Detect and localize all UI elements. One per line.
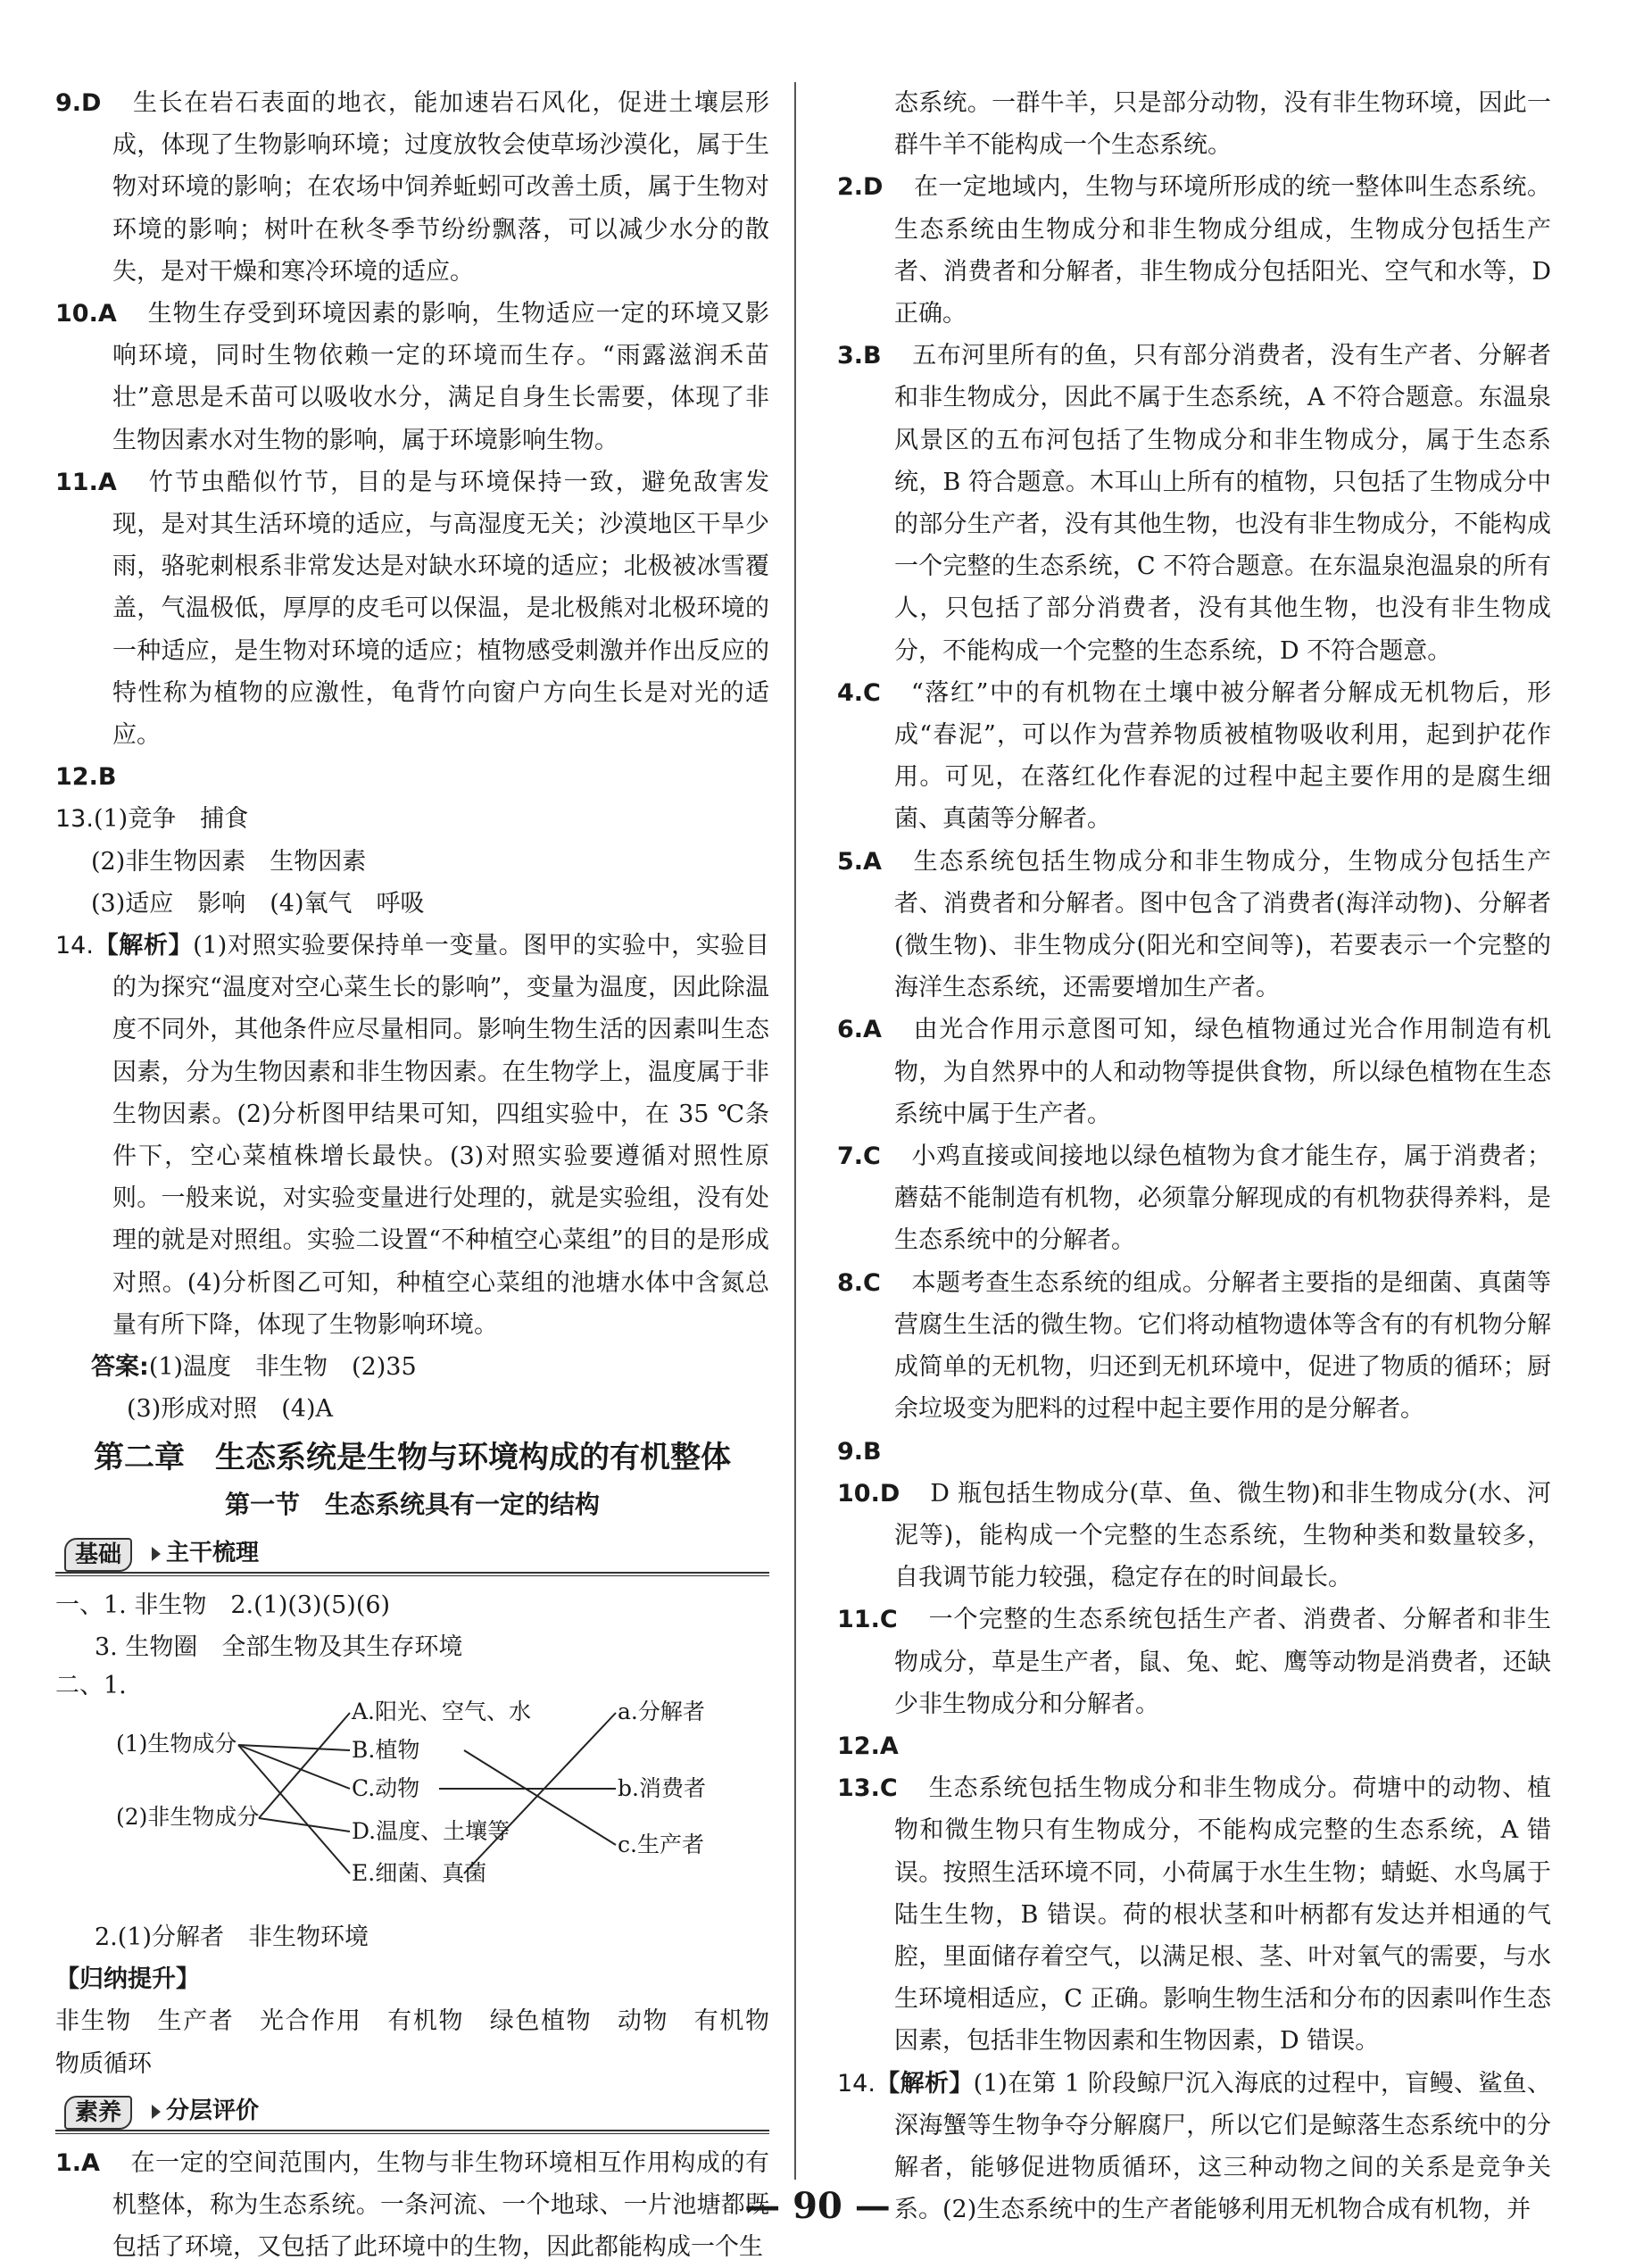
explanation-text: 生长在岩石表面的地衣，能加速岩石风化，促进土壤层形成，体现了生物影响环境；过度放牧会使草场沙漠化，属于生物对环境的影响；在农场中饲养蚯蚓可改善土质，属于生物对环境的影响；树叶在秋冬季节纷纷飘落，可以减少水分的散失，是对干燥和寒冷环境的适应。 — [112, 89, 769, 286]
answer-choice: A — [863, 847, 882, 876]
answer-label: 答案: — [91, 1353, 149, 1382]
item-number: 9. — [55, 89, 82, 117]
answer-item-6 — [837, 1009, 1551, 1135]
basics-line-2: 3. 生物圈 全部生物及其生存环境 — [95, 1632, 463, 1661]
answer-item-8 — [837, 1262, 1551, 1431]
answer-choice: A — [81, 2148, 100, 2177]
answer-item-3 — [837, 335, 1551, 672]
basics-line-3: 二、1. — [55, 1671, 127, 1699]
match-line — [238, 1745, 350, 1789]
match-line — [238, 1745, 350, 1750]
match-line — [464, 1713, 616, 1873]
diagram-left-item: (2)非生物成分 — [116, 1803, 260, 1830]
item-number: 14. — [837, 2069, 876, 2098]
analysis-tag: 【解析】 — [93, 932, 194, 960]
page-number: — 90 — — [744, 2185, 891, 2227]
answer-choice: A — [879, 1732, 899, 1760]
divider — [55, 2130, 769, 2131]
chapter-title: 第二章 生态系统是生物与环境构成的有机整体 — [94, 1439, 731, 1475]
answer-item-5 — [837, 841, 1551, 1009]
answer-line: (1)竞争 捕食 — [93, 805, 249, 834]
answer-line-2: (3)形成对照 (4)A — [127, 1395, 333, 1424]
match-line — [259, 1713, 350, 1818]
arrow-icon — [152, 2105, 161, 2119]
item-number: 3. — [837, 342, 864, 370]
item-number: 10. — [55, 300, 98, 328]
summary-label: 【归纳提升】 — [55, 1965, 200, 1994]
answer-item-14 — [55, 925, 769, 1346]
divider — [55, 2133, 769, 2134]
diagram-right-item: b.消费者 — [618, 1774, 706, 1801]
left-column — [55, 82, 793, 2268]
item-number: 8. — [837, 1268, 864, 1297]
answer-item-13 — [837, 1767, 1551, 2062]
item-number: 5. — [837, 847, 864, 876]
matching-diagram — [55, 1698, 769, 1916]
basics-line-1: 一、1. 非生物 2.(1)(3)(5)(6) — [55, 1591, 391, 1619]
explanation-text: D 瓶包括生物成分(草、鱼、微生物)和非生物成分(水、河泥等)，能构成一个完整的生态系统，生物种类和数量较多，自我调节能力较强，稳定存在的时间最长。 — [894, 1479, 1551, 1592]
answer-item-12 — [55, 756, 769, 798]
item-number: 4. — [837, 678, 864, 707]
diagram-right-item: c.生产者 — [618, 1831, 704, 1857]
banner-tag: 基础 — [64, 1538, 132, 1572]
arrow-icon — [152, 1547, 161, 1561]
column-divider — [794, 82, 796, 2180]
explanation-text: 小鸡直接或间接地以绿色植物为食才能生存，属于消费者；蘑菇不能制造有机物，必须靠分解现成的有机物获得养料，是生态系统中的分解者。 — [894, 1142, 1551, 1255]
summary-text: 非生物 生产者 光合作用 有机物 绿色植物 动物 有机物 物质循环 — [55, 2007, 793, 2078]
item-number: 11. — [55, 468, 98, 496]
explanation-text: (1)在第 1 阶段鲸尸沉入海底的过程中，盲鳗、鲨鱼、深海蟹等生物争夺分解腐尸，所以它们是鲸落生态系统中的分解者，能够促进物质循环，这三种动物之间的关系是竞争关系。(2)生态系统中的生产者能够利用无机物合成有机物，并 — [894, 2069, 1552, 2224]
explanation-text: 本题考查生态系统的组成。分解者主要指的是细菌、真菌等营腐生生活的微生物。它们将动植物遗体等含有的有机物分解成简单的无机物，归还到无机环境中，促进了物质的循环；厨余垃圾变为肥料的过程中起主要作用的是分解者。 — [894, 1268, 1551, 1424]
item-number: 14. — [55, 932, 94, 960]
diagram-middle-item: C.动物 — [352, 1774, 420, 1801]
explanation-text: 在一定地域内，生物与环境所形成的统一整体叫生态系统。生态系统由生物成分和非生物成分组成，生物成分包括生产者、消费者和分解者，非生物成分包括阳光、空气和水等，D正确。 — [894, 173, 1551, 328]
banner-title: 主干梳理 — [166, 1539, 260, 1566]
section-title: 第一节 生态系统具有一定的结构 — [224, 1489, 600, 1519]
right-column — [837, 82, 1551, 2231]
explanation-text: 在一定的空间范围内，生物与非生物环境相互作用构成的有机整体，称为生态系统。一条河流、一个地球、一片池塘都既包括了环境，又包括了此环境中的生物，因此都能构成一个生 — [112, 2148, 769, 2262]
basics-line-4: 2.(1)分解者 非生物环境 — [95, 1923, 369, 1951]
item-number: 1. — [55, 2148, 82, 2177]
diagram-middle-item: B.植物 — [352, 1736, 420, 1763]
explanation-text: 一个完整的生态系统包括生产者、消费者、分解者和非生物成分，草是生产者，鼠、兔、蛇、鹰等动物是消费者，还缺少非生物成分和分解者。 — [894, 1606, 1551, 1718]
answer-item-13-line2: (2)非生物因素 生物因素 — [91, 847, 367, 876]
answer-item-12 — [837, 1725, 1551, 1767]
item-number: 12. — [55, 763, 98, 792]
explanation-text: 由光合作用示意图可知，绿色植物通过光合作用制造有机物，为自然界中的人和动物等提供食物，所以绿色植物在生态系统中属于生产者。 — [894, 1016, 1551, 1128]
answer-item-9 — [55, 82, 769, 293]
explanation-text: 生物生存受到环境因素的影响，生物适应一定的环境又影响环境，同时生物依赖一定的环境而生存。“雨露滋润禾苗壮”意思是禾苗可以吸收水分，满足自身生长需要，体现了非生物因素水对生物的影响，属于环境影响生物。 — [112, 300, 769, 454]
answer-item-13 — [55, 798, 769, 840]
explanation-text: 竹节虫酷似竹节，目的是与环境保持一致，避免敌害发现，是对其生活环境的适应，与高湿度无关；沙漠地区干旱少雨，骆驼刺根系非常发达是对缺水环境的适应；北极被冰雪覆盖，气温极低，厚厚的皮毛可以保温，是北极熊对北极环境的一种适应，是生物对环境的适应；植物感受刺激并作出反应的特性称为植物的应激性，龟背竹向窗户方向生长是对光的适应。 — [112, 468, 769, 750]
item-number: 7. — [837, 1142, 864, 1171]
item-number: 9. — [837, 1437, 864, 1466]
item-number: 2. — [837, 173, 864, 202]
answer-text: (1)温度 非生物 (2)35 — [148, 1353, 417, 1382]
answer-choice: C — [863, 1268, 881, 1297]
banner-tag: 素养 — [64, 2096, 132, 2130]
item-number: 10. — [837, 1479, 880, 1508]
diagram-left-item: (1)生物成分 — [116, 1730, 237, 1757]
answer-choice: C — [863, 678, 881, 707]
banner-title: 分层评价 — [166, 2097, 260, 2124]
explanation-text: 生态系统包括生物成分和非生物成分。荷塘中的动物、植物和微生物只有生物成分，不能构成完整的生态系统，A 错误。按照生活环境不同，小荷属于水生生物；蜻蜓、水鸟属于陆生生物，B 错误。荷的根状茎和叶柄都有发达并相通的气腔，里面储存着空气，以满足根、茎、叶对氧气的需要，与水生环境相适应，C 正确。影响生物生活和分布的因素叫作生态因素，包括非生物因素和生物因素，D 错误。 — [894, 1774, 1551, 2056]
section-banner-basics — [55, 1533, 769, 1577]
diagram-middle-item: E.细菌、真菌 — [352, 1859, 487, 1886]
explanation-text: (1)对照实验要保持单一变量。图甲的实验中，实验目的为探究“温度对空心菜生长的影响”，变量为温度，因此除温度不同外，其他条件应尽量相同。影响生物生活的因素叫生态因素，分为生物因素和非生物因素。在生物学上，温度属于非生物因素。(2)分析图甲结果可知，四组实验中，在 35 ℃条件下，空心菜植株增长最快。(3)对照实验要遵循对照性原则。一般来说，对实验变量进行处理的，就是实验组，没有处理的就是对照组。实验二设置“不种植空心菜组”的目的是形成对照。(4)分析图乙可知，种植空心菜组的池塘水体中含氮总量有所下降，体现了生物影响环境。 — [112, 932, 770, 1339]
item-number: 13. — [837, 1774, 880, 1803]
answer-choice: A — [97, 468, 117, 496]
answer-choice: C — [863, 1142, 881, 1171]
answer-choice: D — [879, 1479, 900, 1508]
answer-choice: C — [879, 1606, 898, 1634]
answer-item-11 — [837, 1599, 1551, 1725]
diagram-middle-item: D.温度、土壤等 — [352, 1817, 510, 1844]
answer-item-13-line3: (3)适应 影响 (4)氧气 呼吸 — [91, 889, 425, 918]
answer-line — [55, 1346, 769, 1388]
explanation-text: 生态系统包括生物成分和非生物成分，生物成分包括生产者、消费者和分解者。图中包含了消费者(海洋动物)、分解者(微生物)、非生物成分(阳光和空间等)，若要表示一个完整的海洋生态系统，还需要增加生产者。 — [894, 847, 1551, 1002]
answer-item-4 — [837, 672, 1551, 841]
answer-choice: D — [81, 89, 102, 117]
explanation-text: “落红”中的有机物在土壤中被分解者分解成无机物后，形成“春泥”，可以作为营养物质被植物吸收利用，起到护花作用。可见，在落红化作春泥的过程中起主要作用的是腐生细菌、真菌等分解者。 — [894, 678, 1551, 834]
item-number: 11. — [837, 1606, 880, 1634]
item-number: 12. — [837, 1732, 880, 1760]
divider — [55, 1572, 769, 1574]
analysis-tag: 【解析】 — [875, 2069, 974, 2098]
divider — [55, 1575, 769, 1576]
answer-choice: C — [879, 1774, 898, 1803]
item-number: 6. — [837, 1016, 864, 1044]
item-number: 13. — [55, 805, 94, 834]
answer-item-10 — [55, 293, 769, 461]
answer-choice: B — [863, 1437, 882, 1466]
answer-choice: B — [863, 342, 882, 370]
section-banner-evaluation — [55, 2090, 769, 2135]
diagram-middle-item: A.阳光、空气、水 — [352, 1698, 532, 1724]
answer-choice: D — [863, 173, 884, 202]
answer-item-9 — [837, 1431, 1551, 1473]
answer-choice: A — [97, 300, 117, 328]
answer-item-7 — [837, 1135, 1551, 1262]
answer-choice: A — [863, 1016, 882, 1044]
answer-item-10 — [837, 1473, 1551, 1599]
explanation-text: 五布河里所有的鱼，只有部分消费者，没有生产者、分解者和非生物成分，因此不属于生态系统，A 不符合题意。东温泉风景区的五布河包括了生物成分和非生物成分，属于生态系统，B 符合题意。木耳山上所有的植物，只包括了生物成分中的部分生产者，没有其他生物，也没有非生物成分，不能构成一个完整的生态系统，C 不符合题意。在东温泉泡温泉的所有人，只包括了部分消费者，没有其他生物，也没有非生物成分，不能构成一个完整的生态系统，D 不符合题意。 — [894, 342, 1551, 665]
continued-text: 态系统。一群牛羊，只是部分动物，没有非生物环境，因此一群牛羊不能构成一个生态系统。 — [894, 89, 1551, 160]
answer-item-11 — [55, 461, 769, 756]
answer-choice: B — [97, 763, 117, 792]
answer-item-2 — [837, 166, 1551, 335]
diagram-right-item: a.分解者 — [618, 1698, 705, 1724]
